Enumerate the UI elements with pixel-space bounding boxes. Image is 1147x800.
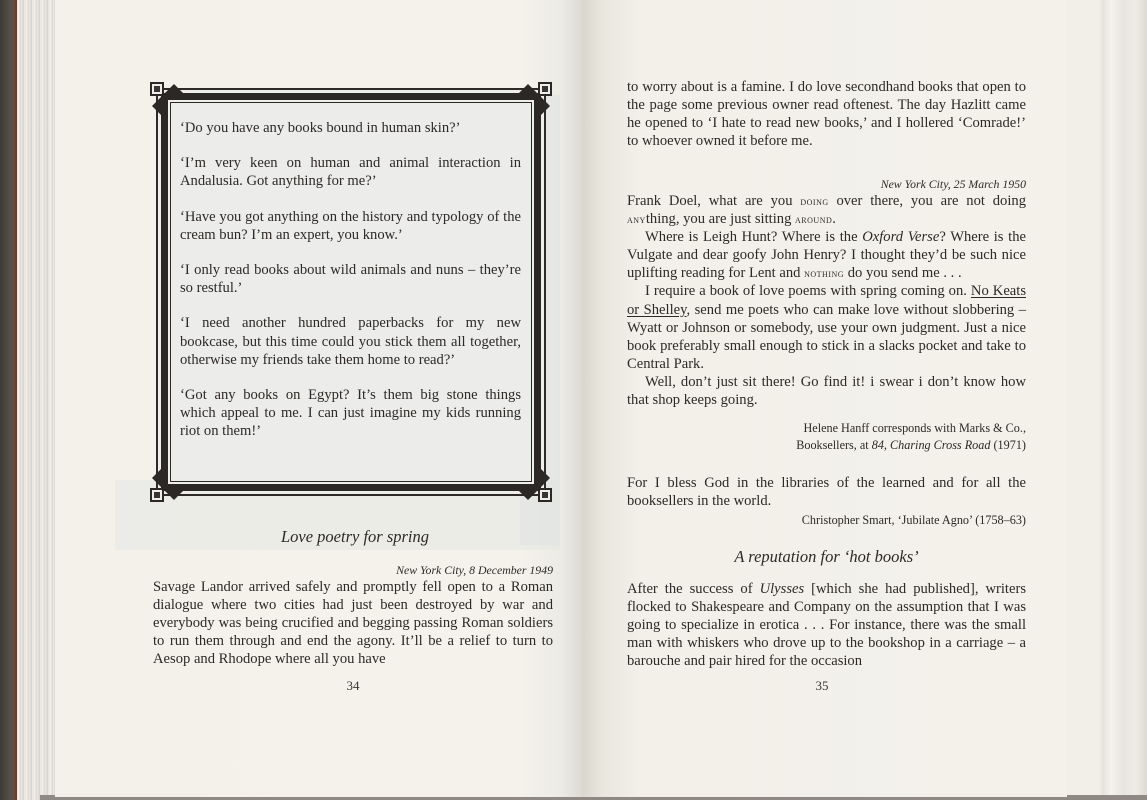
attribution: [700, 420, 1026, 454]
framed-quote: ‘Got any books on Egypt? It’s them big stone things which appeal to me. I can just imagine my kids running riot on them!’: [180, 387, 521, 440]
dateline: New York City, 25 March 1950: [880, 177, 1026, 191]
text-run: , send me poets who can make love without slobbering – Wyatt or Johnson or somebody, use your own judgment. Just a nice book preferably small enough to stick in a slacks pocket and take to Central Park.: [627, 301, 1026, 372]
body-text: Savage Landor arrived safely and promptly fell open to a Roman dialogue where two cities had just been destroyed by war and everybody was being crucified and begging passing Roman soldiers to run them through and end the agony. It’ll be a relief to turn to Aesop and Rhodope where all you have: [153, 579, 553, 668]
text-run: (1971): [990, 438, 1026, 452]
text-run: Frank Doel, what are you: [627, 193, 801, 209]
letter-paragraph: [627, 192, 1026, 228]
letter-paragraph: [627, 282, 1026, 372]
page-number: 35: [815, 678, 829, 693]
underlined-text: No Keats or Shelley: [627, 283, 1027, 318]
text-run: I require a book of love poems with spring coming on.: [645, 283, 971, 300]
italic-title: Ulysses: [759, 581, 805, 597]
text-run: [which she had published], writers flocked to Shakespeare and Company on the assumption that I was going to specialize in erotica . . . For instance, there was the small man with whiskers who drove up to the bookshop in a carriage – a barouche and pair hired for the occasion: [627, 581, 1027, 670]
italic-title: 84, Charing Cross Road: [871, 438, 991, 452]
small-caps-text: doing: [800, 194, 829, 208]
letter-paragraph: Well, don’t just sit there! Go find it! i swear i don’t know how that shop keeps going.: [627, 373, 1026, 409]
frame-triangle-ornament: [165, 84, 183, 93]
frame-corner-ornament: [538, 82, 552, 96]
page-edges-right: [1067, 0, 1147, 800]
text-run: do you send me . . .: [844, 265, 962, 282]
attribution-line: Helene Hanff corresponds with Marks & Co.,: [803, 421, 1026, 435]
framed-quote: ‘I need another hundred paperbacks for my new bookcase, but this time could you stick them all together, otherwise my friends take them home to read?’: [180, 315, 521, 368]
attribution: Christopher Smart, ‘Jubilate Agno’ (1758–63): [801, 513, 1026, 527]
frame-triangle-ornament: [519, 84, 537, 93]
book-spine: [0, 0, 17, 800]
page-edges-left: [17, 0, 55, 800]
framed-quote: ‘Do you have any books bound in human skin?’: [180, 120, 461, 136]
continuation-paragraph: [627, 78, 1026, 150]
section-heading: A reputation for ‘hot books’: [734, 547, 919, 566]
body-paragraph: [153, 578, 553, 668]
framed-quotes: [180, 119, 521, 458]
quote-paragraph: [627, 474, 1026, 510]
text-run: .: [832, 211, 836, 228]
letter: [627, 192, 1026, 409]
body-text: [627, 580, 1026, 670]
frame-corner-ornament: [538, 488, 552, 502]
ornamental-frame: [150, 82, 552, 502]
text-run: ? Where is the Vulgate and dear goofy John Henry? I thought they’d be such nice uplifting reading for Lent and: [627, 229, 1026, 282]
body-text: For I bless God in the libraries of the learned and for all the booksellers in the world.: [627, 475, 1026, 510]
frame-triangle-ornament: [541, 469, 550, 487]
framed-quote: ‘Have you got anything on the history and typology of the cream bun? I’m an expert, you know.’: [180, 208, 521, 243]
frame-corner-ornament: [150, 82, 164, 96]
small-caps-text: any: [627, 212, 646, 227]
section-heading: Love poetry for spring: [280, 527, 430, 546]
frame-triangle-ornament: [152, 469, 161, 487]
page-number: 34: [346, 678, 360, 693]
text-run: Where is Leigh Hunt? Where is the: [645, 229, 863, 246]
small-caps-text: nothing: [804, 266, 845, 281]
body-paragraph: [627, 580, 1026, 670]
framed-quote: ‘I’m very keen on human and animal interaction in Andalusia. Got anything for me?’: [180, 155, 521, 190]
text-run: Booksellers, at: [796, 438, 872, 452]
letter-paragraph: [627, 228, 1026, 282]
body-text: to worry about is a famine. I do love secondhand books that open to the page some previous owner read oftenest. The day Hazlitt came he opened to ‘I hate to read new books,’ and I hollered ‘Comrade!’ to whoever owned it before me.: [627, 79, 1026, 150]
dateline: New York City, 8 December 1949: [396, 563, 553, 577]
text-run: over there, you are not doing: [828, 193, 1026, 209]
frame-triangle-ornament: [541, 97, 550, 115]
framed-quote: ‘I only read books about wild animals and nuns – they’re so restful.’: [180, 262, 521, 297]
italic-title: Oxford Verse: [862, 229, 940, 246]
frame-triangle-ornament: [165, 491, 183, 500]
text-run: thing, you are just sitting: [645, 211, 796, 228]
attribution-line: [700, 437, 1026, 454]
text-run: After the success of: [627, 581, 760, 597]
small-caps-text: around: [795, 212, 833, 227]
frame-triangle-ornament: [519, 491, 537, 500]
frame-corner-ornament: [150, 488, 164, 502]
frame-triangle-ornament: [152, 97, 161, 115]
